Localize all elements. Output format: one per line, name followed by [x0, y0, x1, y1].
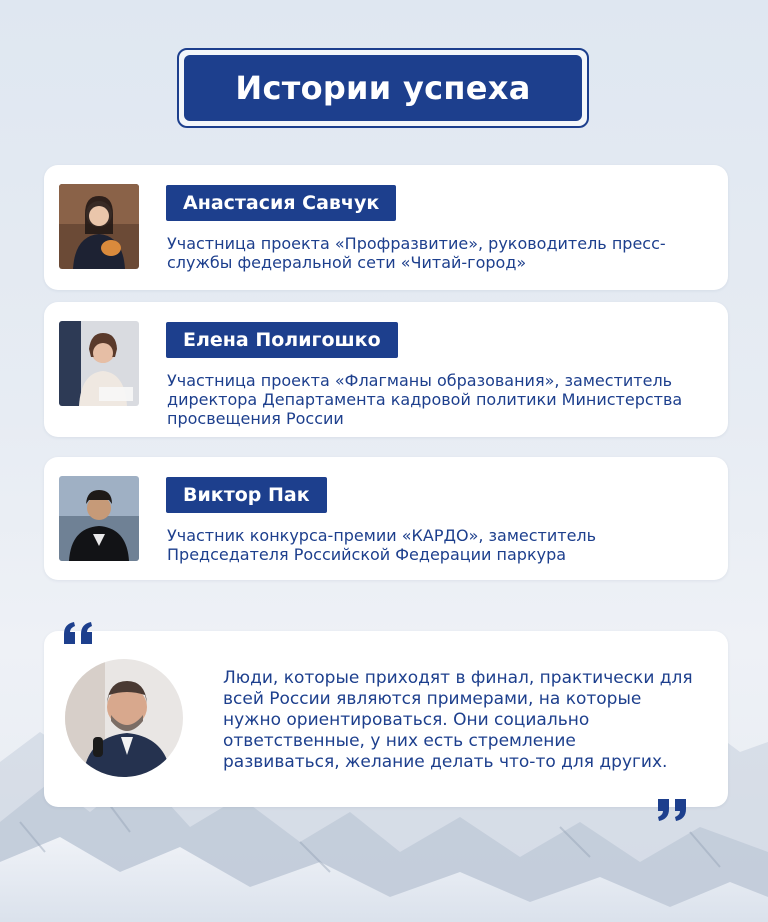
quote-author-portrait [65, 659, 183, 777]
title-frame [177, 48, 589, 128]
person-description-3: Участник конкурса-премии «КАРДО», заместитель Председателя Российской Федерации паркура [167, 526, 597, 564]
person-photo-3 [59, 476, 139, 561]
title-box [184, 55, 582, 121]
person-card-3 [44, 457, 728, 580]
open-quote-icon [62, 620, 96, 646]
person-name-3: Виктор Пак [166, 477, 327, 513]
quote-text: Люди, которые приходят в финал, практически для всей России являются примерами, на которые нужно ориентироваться. Они социально ответственные, у них есть стремление развиваться, желание делать что-то для других. [223, 668, 693, 772]
close-quote-icon [656, 797, 690, 823]
person-name-2: Елена Полигошко [166, 322, 398, 358]
person-photo-2 [59, 321, 139, 406]
quote-card [44, 631, 728, 807]
person-description-2: Участница проекта «Флагманы образования», заместитель директора Департамента кадровой политики Министерства просвещения России [167, 371, 683, 428]
person-photo-1 [59, 184, 139, 269]
person-description-1: Участница проекта «Профразвитие», руководитель пресс-службы федеральной сети «Читай-город» [167, 234, 666, 272]
person-card-2 [44, 302, 728, 437]
page-title: Истории успеха [235, 69, 531, 107]
person-card-1 [44, 165, 728, 290]
person-name-1: Анастасия Савчук [166, 185, 396, 221]
